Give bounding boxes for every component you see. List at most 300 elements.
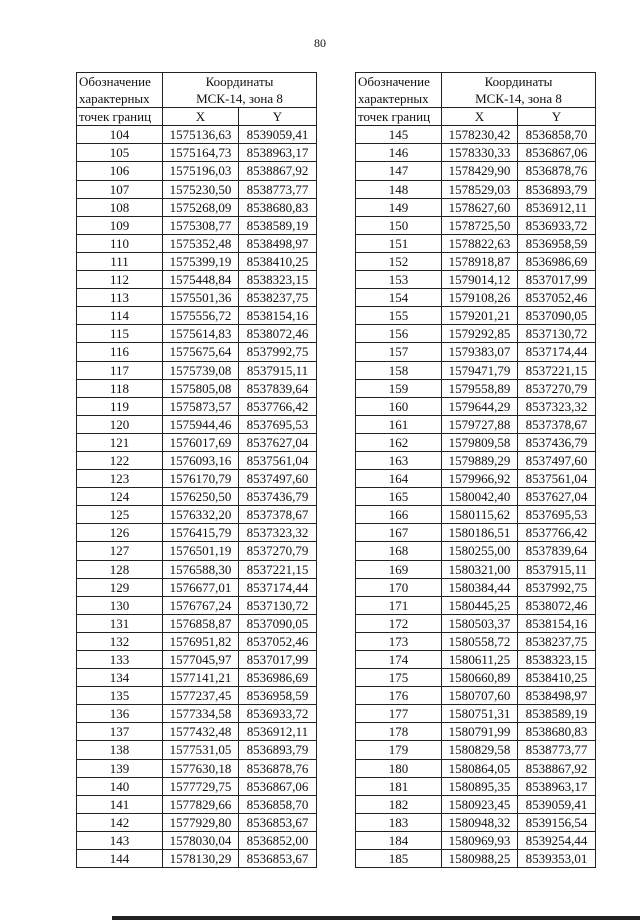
point-number-cell: 108 xyxy=(77,198,163,216)
coord-x-cell: 1576250,50 xyxy=(163,488,239,506)
table-row xyxy=(356,614,596,632)
point-number-cell: 128 xyxy=(77,560,163,578)
coord-x-cell: 1575268,09 xyxy=(163,198,239,216)
table-row xyxy=(356,759,596,777)
point-number-cell: 141 xyxy=(77,795,163,813)
coord-x-cell: 1580558,72 xyxy=(442,632,518,650)
coord-y-cell: 8537915,11 xyxy=(518,560,596,578)
coord-x-cell: 1577237,45 xyxy=(163,687,239,705)
table-row xyxy=(356,687,596,705)
coord-x-cell: 1578230,42 xyxy=(442,126,518,144)
point-number-cell: 173 xyxy=(356,632,442,650)
coord-x-cell: 1579292,85 xyxy=(442,325,518,343)
point-number-cell: 107 xyxy=(77,180,163,198)
coord-x-cell: 1575448,84 xyxy=(163,271,239,289)
point-number-cell: 166 xyxy=(356,506,442,524)
table-row xyxy=(77,325,317,343)
point-number-cell: 181 xyxy=(356,777,442,795)
coord-x-cell: 1579558,89 xyxy=(442,379,518,397)
table-row xyxy=(356,524,596,542)
table-row xyxy=(356,307,596,325)
table-row xyxy=(356,596,596,614)
table-row xyxy=(356,777,596,795)
coord-y-cell: 8537992,75 xyxy=(518,578,596,596)
point-number-cell: 138 xyxy=(77,741,163,759)
point-number-cell: 122 xyxy=(77,451,163,469)
coord-y-cell: 8539156,54 xyxy=(518,813,596,831)
table-row xyxy=(77,741,317,759)
table-row xyxy=(356,470,596,488)
table-row xyxy=(77,216,317,234)
table-row xyxy=(356,271,596,289)
point-number-cell: 145 xyxy=(356,126,442,144)
point-number-cell: 179 xyxy=(356,741,442,759)
point-number-cell: 116 xyxy=(77,343,163,361)
coord-x-cell: 1578130,29 xyxy=(163,850,239,868)
coord-x-cell: 1580829,58 xyxy=(442,741,518,759)
coord-x-cell: 1577334,58 xyxy=(163,705,239,723)
coord-y-cell: 8536853,67 xyxy=(239,813,317,831)
point-number-cell: 157 xyxy=(356,343,442,361)
point-number-cell: 123 xyxy=(77,470,163,488)
coord-x-cell: 1580660,89 xyxy=(442,669,518,687)
table-row xyxy=(356,488,596,506)
table-row xyxy=(356,162,596,180)
point-number-cell: 115 xyxy=(77,325,163,343)
table-row xyxy=(356,831,596,849)
point-number-cell: 183 xyxy=(356,813,442,831)
table-row xyxy=(356,433,596,451)
coord-x-cell: 1580707,60 xyxy=(442,687,518,705)
coord-y-cell: 8536878,76 xyxy=(239,759,317,777)
coord-y-cell: 8538680,83 xyxy=(239,198,317,216)
header-point-label-line-2: характерных xyxy=(358,91,429,107)
coord-y-cell: 8537695,53 xyxy=(518,506,596,524)
table-row xyxy=(77,669,317,687)
point-number-cell: 104 xyxy=(77,126,163,144)
table-row xyxy=(77,705,317,723)
coord-y-cell: 8538323,15 xyxy=(239,271,317,289)
coord-x-cell: 1580864,05 xyxy=(442,759,518,777)
point-number-cell: 136 xyxy=(77,705,163,723)
coord-x-cell: 1579727,88 xyxy=(442,415,518,433)
point-number-cell: 159 xyxy=(356,379,442,397)
point-number-cell: 106 xyxy=(77,162,163,180)
table-row xyxy=(77,379,317,397)
coord-x-cell: 1580791,99 xyxy=(442,723,518,741)
coord-y-cell: 8538589,19 xyxy=(239,216,317,234)
point-number-cell: 111 xyxy=(77,252,163,270)
point-number-cell: 160 xyxy=(356,397,442,415)
coord-x-cell: 1577531,05 xyxy=(163,741,239,759)
point-number-cell: 184 xyxy=(356,831,442,849)
coord-x-cell: 1580895,35 xyxy=(442,777,518,795)
coord-x-cell: 1577630,18 xyxy=(163,759,239,777)
point-number-cell: 177 xyxy=(356,705,442,723)
point-number-cell: 161 xyxy=(356,415,442,433)
coord-y-cell: 8537017,99 xyxy=(239,651,317,669)
coord-x-cell: 1579809,58 xyxy=(442,433,518,451)
coord-y-cell: 8536893,79 xyxy=(239,741,317,759)
table-row xyxy=(77,831,317,849)
table-row xyxy=(77,850,317,868)
table-row xyxy=(356,578,596,596)
table-row xyxy=(77,777,317,795)
coord-x-cell: 1579201,21 xyxy=(442,307,518,325)
coord-y-cell: 8537323,32 xyxy=(518,397,596,415)
point-number-cell: 130 xyxy=(77,596,163,614)
point-number-cell: 142 xyxy=(77,813,163,831)
point-number-cell: 105 xyxy=(77,144,163,162)
point-number-cell: 149 xyxy=(356,198,442,216)
coordinates-table-left xyxy=(76,72,317,868)
table-row xyxy=(77,271,317,289)
coord-y-cell: 8538154,16 xyxy=(518,614,596,632)
coord-y-cell: 8537766,42 xyxy=(239,397,317,415)
coord-x-cell: 1580969,93 xyxy=(442,831,518,849)
coord-y-cell: 8537130,72 xyxy=(239,596,317,614)
coord-y-cell: 8538680,83 xyxy=(518,723,596,741)
point-number-cell: 148 xyxy=(356,180,442,198)
coord-x-cell: 1580042,40 xyxy=(442,488,518,506)
coord-x-cell: 1575136,63 xyxy=(163,126,239,144)
point-number-cell: 185 xyxy=(356,850,442,868)
coord-x-cell: 1575873,57 xyxy=(163,397,239,415)
point-number-cell: 152 xyxy=(356,252,442,270)
coord-x-cell: 1578627,60 xyxy=(442,198,518,216)
table-row xyxy=(77,488,317,506)
coord-x-cell: 1575230,50 xyxy=(163,180,239,198)
table-row xyxy=(77,614,317,632)
coord-y-cell: 8537992,75 xyxy=(239,343,317,361)
coord-x-cell: 1579383,07 xyxy=(442,343,518,361)
coord-y-cell: 8537497,60 xyxy=(239,470,317,488)
coord-y-cell: 8538773,77 xyxy=(518,741,596,759)
point-number-cell: 131 xyxy=(77,614,163,632)
point-number-cell: 182 xyxy=(356,795,442,813)
coord-y-cell: 8538589,19 xyxy=(518,705,596,723)
point-number-cell: 169 xyxy=(356,560,442,578)
coord-x-cell: 1580948,32 xyxy=(442,813,518,831)
coord-x-cell: 1575614,83 xyxy=(163,325,239,343)
table-row xyxy=(356,361,596,379)
coord-x-cell: 1580115,62 xyxy=(442,506,518,524)
coord-y-cell: 8536958,59 xyxy=(239,687,317,705)
table-row xyxy=(356,506,596,524)
point-number-cell: 147 xyxy=(356,162,442,180)
table-row xyxy=(77,542,317,560)
coord-y-cell: 8537561,04 xyxy=(239,451,317,469)
table-row xyxy=(356,397,596,415)
coord-y-cell: 8536986,69 xyxy=(239,669,317,687)
coord-x-cell: 1580751,31 xyxy=(442,705,518,723)
coord-y-cell: 8536858,70 xyxy=(518,126,596,144)
point-number-cell: 135 xyxy=(77,687,163,705)
coord-y-cell: 8538963,17 xyxy=(518,777,596,795)
coord-x-cell: 1580923,45 xyxy=(442,795,518,813)
point-number-cell: 146 xyxy=(356,144,442,162)
coord-y-cell: 8536858,70 xyxy=(239,795,317,813)
table-row xyxy=(77,180,317,198)
point-number-cell: 125 xyxy=(77,506,163,524)
point-number-cell: 153 xyxy=(356,271,442,289)
table-row xyxy=(356,234,596,252)
table-row xyxy=(77,234,317,252)
header-point-label-line-2: характерных xyxy=(79,91,150,107)
coord-y-cell: 8536893,79 xyxy=(518,180,596,198)
coord-x-cell: 1575675,64 xyxy=(163,343,239,361)
table-row xyxy=(77,397,317,415)
coord-x-cell: 1577045,97 xyxy=(163,651,239,669)
header-x: X xyxy=(163,108,239,126)
coord-x-cell: 1577432,48 xyxy=(163,723,239,741)
coord-y-cell: 8539353,01 xyxy=(518,850,596,868)
coord-x-cell: 1576767,24 xyxy=(163,596,239,614)
coord-y-cell: 8537561,04 xyxy=(518,470,596,488)
coord-x-cell: 1576017,69 xyxy=(163,433,239,451)
coord-x-cell: 1575501,36 xyxy=(163,289,239,307)
point-number-cell: 168 xyxy=(356,542,442,560)
table-row xyxy=(77,343,317,361)
coord-x-cell: 1579966,92 xyxy=(442,470,518,488)
coord-y-cell: 8537436,79 xyxy=(518,433,596,451)
point-number-cell: 144 xyxy=(77,850,163,868)
coord-x-cell: 1575805,08 xyxy=(163,379,239,397)
table-row xyxy=(356,741,596,759)
table-row xyxy=(77,651,317,669)
coord-y-cell: 8538410,25 xyxy=(518,669,596,687)
point-number-cell: 150 xyxy=(356,216,442,234)
header-point-label-line-3: точек границ xyxy=(356,108,442,126)
table-row xyxy=(77,198,317,216)
coord-x-cell: 1579889,29 xyxy=(442,451,518,469)
table-row xyxy=(77,470,317,488)
point-number-cell: 132 xyxy=(77,632,163,650)
point-number-cell: 163 xyxy=(356,451,442,469)
coord-x-cell: 1580988,25 xyxy=(442,850,518,868)
table-row xyxy=(356,632,596,650)
point-number-cell: 165 xyxy=(356,488,442,506)
header-point-label-line-1: Обозначение xyxy=(358,74,430,89)
coord-x-cell: 1575196,03 xyxy=(163,162,239,180)
coord-x-cell: 1575739,08 xyxy=(163,361,239,379)
coord-y-cell: 8536878,76 xyxy=(518,162,596,180)
point-number-cell: 167 xyxy=(356,524,442,542)
coord-x-cell: 1577829,66 xyxy=(163,795,239,813)
header-point-label xyxy=(356,73,442,108)
point-number-cell: 172 xyxy=(356,614,442,632)
coord-x-cell: 1576415,79 xyxy=(163,524,239,542)
coord-x-cell: 1576858,87 xyxy=(163,614,239,632)
point-number-cell: 171 xyxy=(356,596,442,614)
point-number-cell: 178 xyxy=(356,723,442,741)
coord-y-cell: 8538072,46 xyxy=(239,325,317,343)
coord-y-cell: 8536912,11 xyxy=(518,198,596,216)
coord-y-cell: 8539254,44 xyxy=(518,831,596,849)
table-row xyxy=(356,850,596,868)
coord-y-cell: 8537497,60 xyxy=(518,451,596,469)
coord-x-cell: 1575944,46 xyxy=(163,415,239,433)
coord-x-cell: 1576588,30 xyxy=(163,560,239,578)
point-number-cell: 113 xyxy=(77,289,163,307)
coord-y-cell: 8537695,53 xyxy=(239,415,317,433)
header-coordinates-line-1: Координаты xyxy=(484,74,553,89)
header-x: X xyxy=(442,108,518,126)
coord-y-cell: 8537017,99 xyxy=(518,271,596,289)
point-number-cell: 139 xyxy=(77,759,163,777)
table-row xyxy=(77,126,317,144)
coord-x-cell: 1578429,90 xyxy=(442,162,518,180)
point-number-cell: 155 xyxy=(356,307,442,325)
table-row xyxy=(77,524,317,542)
coord-x-cell: 1579471,79 xyxy=(442,361,518,379)
coord-y-cell: 8536867,06 xyxy=(239,777,317,795)
header-point-label-line-1: Обозначение xyxy=(79,74,151,89)
coord-y-cell: 8537052,46 xyxy=(518,289,596,307)
coord-y-cell: 8538154,16 xyxy=(239,307,317,325)
point-number-cell: 156 xyxy=(356,325,442,343)
coord-x-cell: 1580611,25 xyxy=(442,651,518,669)
table-row xyxy=(77,813,317,831)
header-coordinates-line-2: МСК-14, зона 8 xyxy=(196,91,283,107)
coord-y-cell: 8537436,79 xyxy=(239,488,317,506)
coord-y-cell: 8537627,04 xyxy=(239,433,317,451)
coord-x-cell: 1575308,77 xyxy=(163,216,239,234)
coord-x-cell: 1580384,44 xyxy=(442,578,518,596)
coord-x-cell: 1575556,72 xyxy=(163,307,239,325)
coord-y-cell: 8537627,04 xyxy=(518,488,596,506)
point-number-cell: 112 xyxy=(77,271,163,289)
header-y: Y xyxy=(239,108,317,126)
point-number-cell: 162 xyxy=(356,433,442,451)
coord-y-cell: 8536852,00 xyxy=(239,831,317,849)
coord-y-cell: 8536853,67 xyxy=(239,850,317,868)
coord-x-cell: 1580255,00 xyxy=(442,542,518,560)
table-row xyxy=(77,578,317,596)
header-coordinates-line-2: МСК-14, зона 8 xyxy=(475,91,562,107)
point-number-cell: 119 xyxy=(77,397,163,415)
table-row xyxy=(77,361,317,379)
table-row xyxy=(356,723,596,741)
point-number-cell: 143 xyxy=(77,831,163,849)
coord-y-cell: 8537839,64 xyxy=(518,542,596,560)
point-number-cell: 158 xyxy=(356,361,442,379)
point-number-cell: 174 xyxy=(356,651,442,669)
table-row xyxy=(356,343,596,361)
coord-x-cell: 1578529,03 xyxy=(442,180,518,198)
coord-x-cell: 1579108,26 xyxy=(442,289,518,307)
table-row xyxy=(77,307,317,325)
table-row xyxy=(77,289,317,307)
point-number-cell: 124 xyxy=(77,488,163,506)
coord-x-cell: 1576677,01 xyxy=(163,578,239,596)
point-number-cell: 121 xyxy=(77,433,163,451)
coord-y-cell: 8536912,11 xyxy=(239,723,317,741)
point-number-cell: 151 xyxy=(356,234,442,252)
coord-x-cell: 1578330,33 xyxy=(442,144,518,162)
coord-y-cell: 8537174,44 xyxy=(239,578,317,596)
coord-x-cell: 1577141,21 xyxy=(163,669,239,687)
point-number-cell: 126 xyxy=(77,524,163,542)
table-row xyxy=(356,415,596,433)
coord-y-cell: 8537915,11 xyxy=(239,361,317,379)
table-row xyxy=(356,795,596,813)
coord-x-cell: 1576501,19 xyxy=(163,542,239,560)
table-row xyxy=(356,813,596,831)
table-row xyxy=(356,325,596,343)
coord-y-cell: 8538498,97 xyxy=(239,234,317,252)
coord-x-cell: 1580445,25 xyxy=(442,596,518,614)
header-y: Y xyxy=(518,108,596,126)
coord-y-cell: 8538498,97 xyxy=(518,687,596,705)
point-number-cell: 129 xyxy=(77,578,163,596)
table-row xyxy=(356,252,596,270)
point-number-cell: 120 xyxy=(77,415,163,433)
point-number-cell: 164 xyxy=(356,470,442,488)
table-row xyxy=(77,506,317,524)
coord-x-cell: 1580186,51 xyxy=(442,524,518,542)
table-row xyxy=(77,723,317,741)
table-row xyxy=(356,379,596,397)
header-point-label-line-3: точек границ xyxy=(77,108,163,126)
coord-y-cell: 8537270,79 xyxy=(518,379,596,397)
coord-x-cell: 1578725,50 xyxy=(442,216,518,234)
table-row xyxy=(77,560,317,578)
header-coordinates-line-1: Координаты xyxy=(205,74,274,89)
table-row xyxy=(356,451,596,469)
coord-x-cell: 1576332,20 xyxy=(163,506,239,524)
table-row xyxy=(356,198,596,216)
table-row xyxy=(77,596,317,614)
table-row xyxy=(77,795,317,813)
point-number-cell: 114 xyxy=(77,307,163,325)
point-number-cell: 137 xyxy=(77,723,163,741)
coordinates-table-right xyxy=(355,72,596,868)
coord-y-cell: 8538072,46 xyxy=(518,596,596,614)
coord-x-cell: 1577929,80 xyxy=(163,813,239,831)
table-row xyxy=(356,560,596,578)
header-coordinates xyxy=(163,73,317,108)
point-number-cell: 133 xyxy=(77,651,163,669)
table-row xyxy=(77,687,317,705)
table-row xyxy=(356,669,596,687)
coord-y-cell: 8537090,05 xyxy=(239,614,317,632)
table-row xyxy=(356,216,596,234)
table-row xyxy=(77,162,317,180)
coord-y-cell: 8537839,64 xyxy=(239,379,317,397)
coord-y-cell: 8536958,59 xyxy=(518,234,596,252)
coord-y-cell: 8537378,67 xyxy=(239,506,317,524)
coord-y-cell: 8536986,69 xyxy=(518,252,596,270)
coord-y-cell: 8538867,92 xyxy=(518,759,596,777)
point-number-cell: 118 xyxy=(77,379,163,397)
coord-y-cell: 8536867,06 xyxy=(518,144,596,162)
coord-y-cell: 8538237,75 xyxy=(518,632,596,650)
table-row xyxy=(356,705,596,723)
table-row xyxy=(77,252,317,270)
table-row xyxy=(77,144,317,162)
coord-y-cell: 8539059,41 xyxy=(239,126,317,144)
coord-y-cell: 8537052,46 xyxy=(239,632,317,650)
point-number-cell: 134 xyxy=(77,669,163,687)
coord-y-cell: 8537221,15 xyxy=(239,560,317,578)
coord-y-cell: 8537221,15 xyxy=(518,361,596,379)
coord-y-cell: 8537378,67 xyxy=(518,415,596,433)
coord-x-cell: 1579644,29 xyxy=(442,397,518,415)
coord-y-cell: 8537130,72 xyxy=(518,325,596,343)
table-row xyxy=(77,451,317,469)
scan-edge-line xyxy=(112,916,640,920)
